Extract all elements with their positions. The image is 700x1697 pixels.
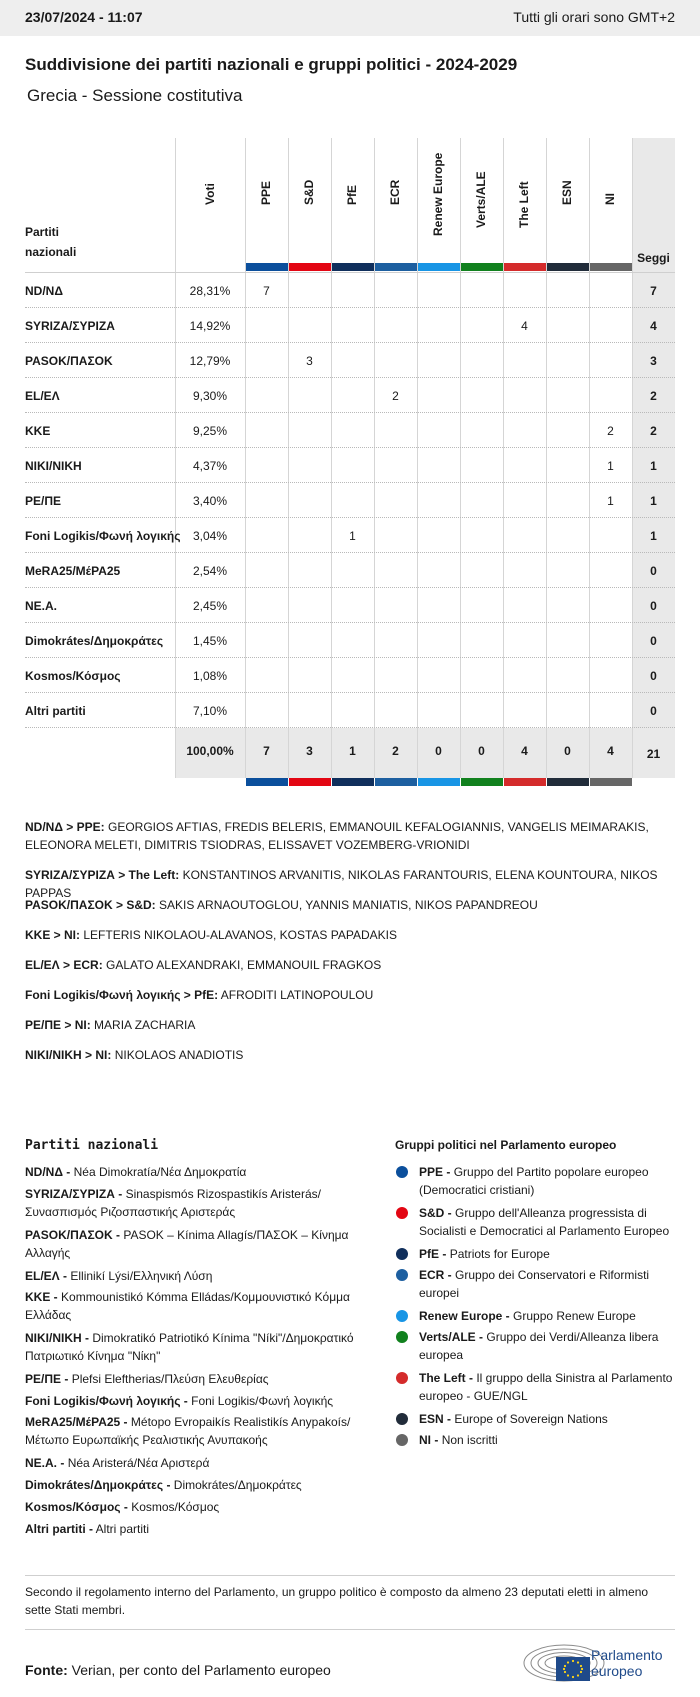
group-color-dot [396,1434,408,1446]
mep-names: LEFTERIS NIKOLAOU-ALAVANOS, KOSTAS PAPADAKIS [83,928,397,942]
group-header-5: Verts/ALE [474,171,488,228]
legend-parties-title: Partiti nazionali [25,1138,159,1153]
group-color-stripe [461,263,503,271]
votes-cell: 28,31% [189,284,231,298]
divider [25,1575,675,1576]
votes-cell: 3,40% [192,494,228,508]
party-name: NIKI/NIKH [25,459,82,473]
row-divider [25,727,675,728]
group-color-stripe-bottom [375,778,417,786]
row-divider [25,307,675,308]
row-divider [25,342,675,343]
group-total: 2 [392,744,399,758]
row-divider [25,412,675,413]
votes-cell: 12,79% [189,354,231,368]
mep-names: SAKIS ARNAOUTOGLOU, YANNIS MANIATIS, NIKOS PAPANDREOU [159,898,538,912]
legend-group-abbr: S&D - [419,1206,452,1220]
party-name: NE.A. [25,599,58,613]
group-color-stripe-bottom [289,778,331,786]
legend-group-abbr: ECR - [419,1268,452,1282]
group-color-dot [396,1413,408,1425]
legend-party-item [25,1498,360,1516]
legend-party-item [25,1288,360,1324]
row-divider [25,622,675,623]
group-color-dot [396,1248,408,1260]
column-divider [331,138,332,778]
row-divider [25,447,675,448]
mep-entry [25,818,675,854]
legend-group-item [419,1245,675,1263]
group-color-stripe [246,263,288,271]
legend-party-full: Dimokratikó Patriotikó Kínima "Níki"/Δημοκρατικό Πατριωτικό Κίνημα "Νίκη" [25,1331,354,1363]
mep-names: GALATO ALEXANDRAKI, EMMANOUIL FRAGKOS [106,958,382,972]
total-seats-cell: 3 [650,354,657,368]
group-color-stripe [332,263,374,271]
mep-entry [25,1046,675,1064]
group-color-stripe-bottom [332,778,374,786]
group-color-stripe [504,263,546,271]
mep-party-group: PE/ΠΕ > NI: [25,1018,91,1032]
votes-header: Voti [203,183,217,205]
legend-party-item [25,1476,360,1494]
legend-group-full: Gruppo dei Conservatori e Riformisti europei [419,1268,650,1300]
legend-group-item [419,1204,675,1240]
votes-cell: 9,25% [192,424,228,438]
row-divider [25,657,675,658]
legend-party-item [25,1267,360,1285]
group-color-dot [396,1166,408,1178]
group-color-dot [396,1331,408,1343]
seats-header: Seggi [637,251,670,265]
legend-group-full: Non iscritti [441,1433,498,1447]
votes-cell: 2,54% [192,564,228,578]
seat-cell: 2 [607,424,614,438]
legend-group-abbr: NI - [419,1433,439,1447]
top-bar [0,0,700,36]
group-header-7: ESN [560,180,574,205]
votes-cell: 9,30% [192,389,228,403]
page-title: Suddivisione dei partiti nazionali e gruppi politici - 2024-2029 [25,55,518,74]
party-name: Altri partiti [25,704,86,718]
votes-cell: 1,45% [192,634,228,648]
party-name: Dimokrátes/Δημοκράτες [25,634,164,648]
seat-cell: 1 [607,494,614,508]
legend-group-item [419,1163,675,1199]
mep-names: NIKOLAOS ANADIOTIS [114,1048,244,1062]
group-total: 1 [349,744,356,758]
row-divider [25,377,675,378]
party-column-header [25,222,76,262]
total-seats-cell: 1 [650,529,657,543]
group-color-stripe-bottom [246,778,288,786]
legend-group-full: Patriots for Europe [449,1247,550,1261]
legend-group-abbr: PfE - [419,1247,447,1261]
legend-party-full: Altri partiti [95,1522,150,1536]
group-color-stripe-bottom [418,778,460,786]
legend-party-full: Néa Aristerá/Νέα Αριστερά [67,1456,210,1470]
legend-party-item [25,1163,360,1181]
legend-party-item [25,1226,360,1262]
legend-party-item [25,1329,360,1365]
seat-cell: 3 [306,354,313,368]
mep-names: MARIA ZACHARIA [94,1018,196,1032]
logo-line1: Parlamento [591,1647,663,1663]
column-divider [374,138,375,778]
total-seats-cell: 0 [650,634,657,648]
legend-group-abbr: PPE - [419,1165,451,1179]
group-total: 0 [564,744,571,758]
column-divider [288,138,289,778]
group-color-stripe [418,263,460,271]
legend-party-abbr: Dimokrátes/Δημοκράτες - [25,1478,171,1492]
legend-party-abbr: Kosmos/Κόσμος - [25,1500,128,1514]
legend-group-full: Gruppo Renew Europe [513,1309,636,1323]
total-seats-cell: 4 [650,319,657,333]
total-seats-cell: 2 [650,389,657,403]
total-seats-cell: 0 [650,599,657,613]
legend-party-full: Sinaspismós Rizospastikís Aristerás/Συνασπισμός Ριζοσπαστικής Αριστεράς [25,1187,321,1219]
legend-party-full: Foni Logikis/Φωνή λογικής [191,1394,334,1408]
column-divider [546,138,547,778]
mep-party-group: SYRIZA/ΣΥΡΙΖΑ > The Left: [25,868,180,882]
divider [25,1629,675,1630]
group-header-8: NI [603,193,617,205]
legend-party-item [25,1185,360,1221]
mep-party-group: NIKI/NIKH > NI: [25,1048,112,1062]
row-divider [25,587,675,588]
mep-entry [25,926,675,944]
group-header-1: S&D [302,179,316,205]
mep-entry [25,956,675,974]
group-header-2: PfE [345,184,359,205]
party-name: EL/ΕΛ [25,389,60,403]
party-header-line: nazionali [25,245,77,259]
legend-party-abbr: KKE - [25,1290,58,1304]
mep-entry [25,986,675,1004]
group-total: 4 [521,744,528,758]
seat-cell: 4 [521,319,528,333]
votes-cell: 14,92% [189,319,231,333]
group-color-dot [396,1207,408,1219]
party-name: SYRIZA/ΣΥΡΙΖΑ [25,319,115,333]
legend-party-item [25,1454,360,1472]
legend-groups-title: Gruppi politici nel Parlamento europeo [395,1138,617,1152]
party-name: Kosmos/Κόσμος [25,669,121,683]
votes-cell: 1,08% [192,669,228,683]
source [25,1662,331,1678]
legend-group-abbr: The Left - [419,1371,473,1385]
legend-group-item [419,1328,675,1364]
header-divider [25,272,675,273]
party-header-line: Partiti [25,225,60,239]
group-color-stripe-bottom [590,778,632,786]
group-color-stripe [289,263,331,271]
timezone-note: Tutti gli orari sono GMT+2 [513,9,675,25]
total-seats-cell: 2 [650,424,657,438]
column-divider [503,138,504,778]
total-seats-cell: 0 [650,669,657,683]
column-divider [245,138,246,778]
legend-party-abbr: Foni Logikis/Φωνή λογικής - [25,1394,188,1408]
legend-group-item [419,1410,675,1428]
votes-cell: 3,04% [192,529,228,543]
total-seats-cell: 1 [650,494,657,508]
mep-party-group: EL/ΕΛ > ECR: [25,958,103,972]
row-divider [25,692,675,693]
legend-party-abbr: EL/ΕΛ - [25,1269,68,1283]
total-seats-cell: 0 [650,564,657,578]
legend-group-item [419,1369,675,1405]
total-seats-cell: 7 [650,284,657,298]
legend-party-item [25,1370,360,1388]
mep-entry [25,896,675,914]
mep-party-group: PASOK/ΠΑΣΟΚ > S&D: [25,898,156,912]
legend-party-abbr: Altri partiti - [25,1522,93,1536]
logo-line2: europeo [591,1663,643,1679]
legend-group-abbr: Renew Europe - [419,1309,510,1323]
legend-group-full: Gruppo dell'Alleanza progressista di Socialisti e Democratici al Parlamento Europeo [419,1206,670,1238]
mep-party-group: ND/ΝΔ > PPE: [25,820,105,834]
party-name: PASOK/ΠΑΣΟΚ [25,354,113,368]
mep-names: KONSTANTINOS ARVANITIS, NIKOLAS FARANTOURIS, ELENA KOUNTOURA, NIKOS PAPPAS [25,868,658,900]
party-name: KKE [25,424,51,438]
mep-party-group: KKE > NI: [25,928,81,942]
votes-cell: 2,45% [192,599,228,613]
group-total: 0 [478,744,485,758]
group-total: 7 [263,744,270,758]
legend-group-abbr: Verts/ALE - [419,1330,484,1344]
legend-group-full: Gruppo del Partito popolare europeo (Democratici cristiani) [419,1165,649,1197]
legend-group-full: Il gruppo della Sinistra al Parlamento europeo - GUE/NGL [419,1371,673,1403]
column-divider [589,138,590,778]
legend-party-item [25,1392,360,1410]
legend-party-abbr: NE.A. - [25,1456,65,1470]
grand-total: 21 [646,747,661,761]
legend-party-abbr: NIKI/NIKH - [25,1331,89,1345]
seat-cell: 1 [349,529,356,543]
legend-party-abbr: SYRIZA/ΣΥΡΙΖΑ - [25,1187,123,1201]
group-color-dot [396,1372,408,1384]
seat-cell: 7 [263,284,270,298]
group-color-stripe-bottom [547,778,589,786]
group-color-dot [396,1310,408,1322]
legend-party-full: Kommounistikó Kómma Elládas/Κομμουνιστικό Κόμμα Ελλάδας [25,1290,350,1322]
votes-cell: 4,37% [192,459,228,473]
footnote: Secondo il regolamento interno del Parlamento, un gruppo politico è composto da almeno 23 deputati eletti in almeno sette Stati membri. [25,1585,649,1617]
legend-party-full: Ellinikí Lýsi/Ελληνική Λύση [70,1269,213,1283]
group-header-6: The Left [517,181,531,228]
group-header-0: PPE [259,180,273,205]
legend-party-item [25,1520,360,1538]
legend-party-abbr: MeRA25/ΜέΡΑ25 - [25,1415,128,1429]
legend-group-full: Europe of Sovereign Nations [454,1412,608,1426]
legend-group-abbr: ESN - [419,1412,452,1426]
votes-total: 100,00% [186,744,234,758]
group-color-stripe-bottom [461,778,503,786]
row-divider [25,482,675,483]
mep-party-group: Foni Logikis/Φωνή λογικής > PfE: [25,988,219,1002]
mep-entry [25,1016,675,1034]
legend-party-full: PASOK – Kínima Allagís/ΠΑΣΟΚ – Κίνημα Αλλαγής [25,1228,349,1260]
mep-names: GEORGIOS AFTIAS, FREDIS BELERIS, EMMANOUIL KEFALOGIANNIS, VANGELIS MEIMARAKIS, ELEONORA MELETI, DIMITRIS TSIODRAS, ELISSAVET VOZEMBERG-VRIONIDI [25,820,649,852]
mep-names: AFRODITI LATINOPOULOU [220,988,374,1002]
votes-cell: 7,10% [192,704,228,718]
group-total: 0 [435,744,442,758]
group-color-stripe-bottom [504,778,546,786]
page-subtitle: Grecia - Sessione costitutiva [27,86,243,105]
seat-cell: 2 [392,389,399,403]
row-divider [25,552,675,553]
group-total: 4 [607,744,614,758]
logo-text [591,1647,663,1679]
datetime: 23/07/2024 - 11:07 [25,9,143,25]
total-seats-cell: 0 [650,704,657,718]
legend-party-full: Néa Dimokratía/Νέα Δημοκρατία [73,1165,247,1179]
group-color-dot [396,1269,408,1281]
legend-group-item [419,1307,675,1325]
column-divider [417,138,418,778]
group-color-stripe [590,263,632,271]
seat-cell: 1 [607,459,614,473]
group-header-4: Renew Europe [431,152,445,236]
group-header-3: ECR [388,179,402,205]
row-divider [25,517,675,518]
party-name: PE/ΠΕ [25,494,62,508]
legend-party-full: Métopo Evropaikís Realistikís Anypakoís/Μέτωπο Ευρωπαϊκής Ρεαλιστικής Ανυπακοής [25,1415,351,1447]
column-divider [460,138,461,778]
legend-party-abbr: PASOK/ΠΑΣΟΚ - [25,1228,120,1242]
group-color-stripe [375,263,417,271]
legend-group-item [419,1266,675,1302]
source-text: Verian, per conto del Parlamento europeo [71,1662,331,1678]
legend-party-full: Dimokrátes/Δημοκράτες [173,1478,302,1492]
party-name: Foni Logikis/Φωνή λογικής [25,529,181,543]
legend-party-abbr: PE/ΠΕ - [25,1372,69,1386]
source-label: Fonte: [25,1662,68,1678]
total-seats-cell: 1 [650,459,657,473]
group-total: 3 [306,744,313,758]
legend-group-item [419,1431,675,1449]
group-color-stripe [547,263,589,271]
legend-party-item [25,1413,360,1449]
legend-party-abbr: ND/ΝΔ - [25,1165,71,1179]
legend-group-full: Gruppo dei Verdi/Alleanza libera europea [419,1330,659,1362]
legend-party-full: Kosmos/Κόσμος [131,1500,220,1514]
party-name: ND/ΝΔ [25,284,63,298]
party-name: MeRA25/ΜέΡΑ25 [25,564,121,578]
legend-party-full: Plefsi Eleftherias/Πλεύση Ελευθερίας [71,1372,269,1386]
